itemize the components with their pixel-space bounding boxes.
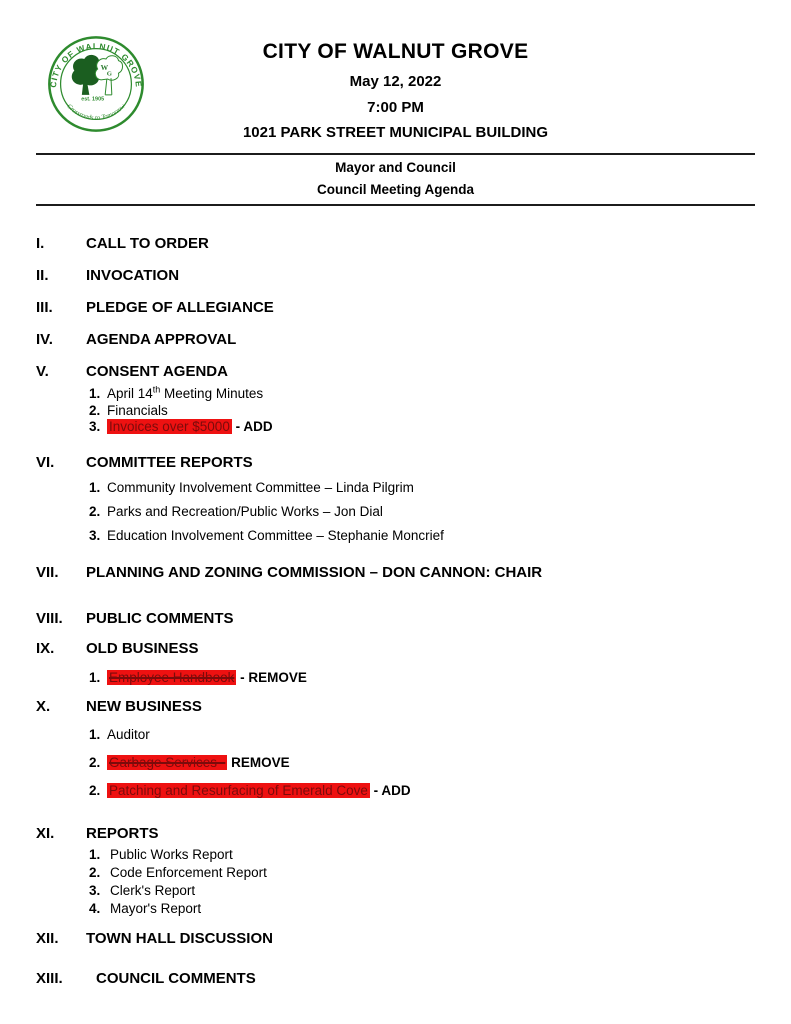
section-subitem-list: [36, 726, 755, 799]
page-title: CITY OF WALNUT GROVE: [262, 40, 529, 63]
subitem-number: 2.: [89, 503, 101, 519]
subitem-text: [107, 419, 273, 436]
divider-bottom: [36, 204, 755, 206]
section-numeral: IV.: [36, 331, 53, 348]
subitem-text: [107, 479, 414, 496]
section-title: TOWN HALL DISCUSSION: [86, 929, 273, 947]
section-numeral: X.: [36, 697, 51, 715]
section-numeral: I.: [36, 235, 45, 252]
subitem-text: [107, 754, 290, 771]
section-subitem-list: [36, 669, 755, 686]
agenda-subitem: [89, 669, 755, 686]
subitem-text: [107, 386, 263, 403]
agenda-section: [36, 970, 755, 988]
subitem-number: 1.: [89, 669, 101, 685]
agenda-subitem: [89, 726, 755, 743]
subitem-number: 2.: [89, 864, 101, 880]
subitem-number: 1.: [89, 846, 101, 862]
seal-monogram-g: G: [106, 70, 112, 78]
agenda-subitem: [89, 503, 755, 520]
plain-text: Mayor's Report: [110, 900, 202, 916]
plain-text: Financials: [107, 402, 168, 418]
section-title: CALL TO ORDER: [86, 235, 209, 252]
meeting-location: 1021 PARK STREET MUNICIPAL BUILDING: [242, 124, 549, 141]
plain-text: Community Involvement Committee – Linda Pilgrim: [107, 479, 414, 495]
agenda-section-row: [36, 970, 755, 988]
agenda-section: [36, 331, 755, 349]
section-numeral: V.: [36, 363, 49, 380]
subtitle-mayor-and-council: Mayor and Council: [335, 160, 456, 175]
section-title: PUBLIC COMMENTS: [86, 609, 234, 627]
svg-text:Crossroads to Tomorrow: [65, 103, 127, 122]
agenda-section-row: [36, 363, 755, 381]
document-header: [0, 0, 791, 206]
section-subitem-list: [36, 846, 755, 918]
bold-annotation-text: REMOVE: [227, 754, 290, 770]
agenda-subitem: [89, 900, 755, 918]
meeting-date: May 12, 2022: [349, 73, 442, 90]
agenda-section: [36, 235, 755, 253]
subtitle-meeting-agenda: Council Meeting Agenda: [316, 182, 474, 197]
subitem-number: 4.: [89, 900, 101, 916]
red-highlighted-text: Invoices over $5000: [109, 419, 230, 434]
section-numeral: IX.: [36, 639, 55, 657]
subitem-number: 2.: [89, 402, 101, 418]
subitem-number: 2.: [89, 754, 101, 770]
bold-annotation-text: - ADD: [231, 419, 273, 434]
agenda-section: [36, 363, 755, 436]
subitem-text: [107, 403, 168, 420]
bold-annotation-text: - REMOVE: [236, 669, 307, 685]
subitem-number: 1.: [89, 726, 101, 742]
section-title: PLANNING AND ZONING COMMISSION – DON CANNON: CHAIR: [86, 563, 543, 581]
agenda-section-row: [36, 235, 755, 253]
red-highlighted-text: Patching and Resurfacing of Emerald Cove: [109, 782, 368, 798]
agenda-section-row: [36, 564, 755, 582]
section-numeral: XII.: [36, 929, 59, 947]
superscript-text: th: [152, 384, 161, 395]
agenda-section: [36, 640, 755, 686]
subitem-text: [110, 900, 201, 918]
subitem-text: [110, 882, 195, 900]
section-title: COUNCIL COMMENTS: [96, 969, 256, 987]
plain-text: Meeting Minutes: [160, 386, 264, 401]
agenda-subitem: [89, 386, 755, 403]
section-title: INVOCATION: [86, 267, 180, 284]
subitem-text: [110, 864, 267, 882]
subitem-number: 1.: [89, 479, 101, 495]
section-numeral: VI.: [36, 453, 55, 471]
agenda-section: [36, 267, 755, 285]
seal-monogram-w: W: [100, 62, 109, 72]
subitem-number: 2.: [89, 782, 101, 798]
section-title: REPORTS: [86, 824, 159, 842]
agenda-section: [36, 698, 755, 799]
agenda-section-row: [36, 930, 755, 948]
section-numeral: III.: [36, 299, 53, 316]
agenda-section: [36, 299, 755, 317]
section-numeral: VIII.: [36, 609, 63, 627]
agenda-subitem: [89, 754, 755, 771]
subitem-text: [107, 503, 383, 520]
section-title: PLEDGE OF ALLEGIANCE: [86, 299, 274, 316]
section-numeral: II.: [36, 267, 49, 284]
seal-ring-text-top: CITY OF WALNUT GROVE: [47, 40, 145, 89]
agenda-section-row: [36, 825, 755, 843]
subitem-number: 1.: [89, 386, 101, 401]
section-numeral: VII.: [36, 563, 59, 581]
subitem-text: [107, 726, 150, 743]
agenda-subitem: [89, 882, 755, 900]
agenda-section: [36, 610, 755, 628]
red-highlighted-strikethrough-text: Garbage Services -: [109, 754, 226, 770]
subitem-number: 3.: [89, 419, 101, 434]
agenda-subitem: [89, 527, 755, 544]
agenda-section: [36, 825, 755, 918]
section-title: OLD BUSINESS: [86, 639, 199, 657]
agenda-subitem: [89, 403, 755, 420]
agenda-section-row: [36, 610, 755, 628]
section-numeral: XIII.: [36, 969, 63, 987]
subitem-number: 3.: [89, 882, 101, 898]
seal-est-text: est. 1905: [81, 96, 105, 103]
agenda-subitem: [89, 419, 755, 436]
plain-text: Auditor: [107, 726, 150, 742]
agenda-section-row: [36, 640, 755, 658]
agenda-section-row: [36, 299, 755, 317]
divider-top: [36, 153, 755, 155]
plain-text: Clerk's Report: [110, 882, 196, 898]
subitem-number: 3.: [89, 527, 101, 543]
agenda-section-row: [36, 454, 755, 472]
agenda-subitem: [89, 479, 755, 496]
section-title: NEW BUSINESS: [86, 697, 202, 715]
section-subitem-list: [36, 386, 755, 436]
agenda-subitem: [89, 864, 755, 882]
agenda-section: [36, 454, 755, 544]
agenda-subitem: [89, 846, 755, 864]
plain-text: Public Works Report: [110, 846, 233, 862]
agenda-section-row: [36, 698, 755, 716]
section-title: CONSENT AGENDA: [86, 363, 228, 380]
agenda-section-row: [36, 331, 755, 349]
agenda-section: [36, 564, 755, 582]
agenda-list: [0, 235, 791, 988]
city-seal-logo: [44, 34, 148, 134]
section-numeral: XI.: [36, 824, 55, 842]
section-title: AGENDA APPROVAL: [86, 331, 237, 348]
subitem-text: [107, 782, 411, 799]
agenda-subitem: [89, 782, 755, 799]
seal-tree-outline-icon: [95, 56, 122, 95]
section-title: COMMITTEE REPORTS: [86, 453, 253, 471]
meeting-time: 7:00 PM: [367, 99, 424, 116]
agenda-section: [36, 930, 755, 948]
seal-ring-text-bottom: Crossroads to Tomorrow: [65, 102, 127, 122]
plain-text: April 14: [107, 386, 153, 401]
plain-text: Parks and Recreation/Public Works – Jon Dial: [107, 503, 383, 519]
plain-text: Code Enforcement Report: [110, 864, 267, 880]
red-highlighted-strikethrough-text: Employee Handbook: [109, 669, 235, 685]
subitem-text: [110, 846, 233, 864]
subitem-text: [107, 527, 444, 544]
bold-annotation-text: - ADD: [369, 782, 411, 798]
plain-text: Education Involvement Committee – Stephanie Moncrief: [107, 527, 444, 543]
subitem-text: [107, 669, 307, 686]
section-subitem-list: [36, 479, 755, 544]
agenda-section-row: [36, 267, 755, 285]
